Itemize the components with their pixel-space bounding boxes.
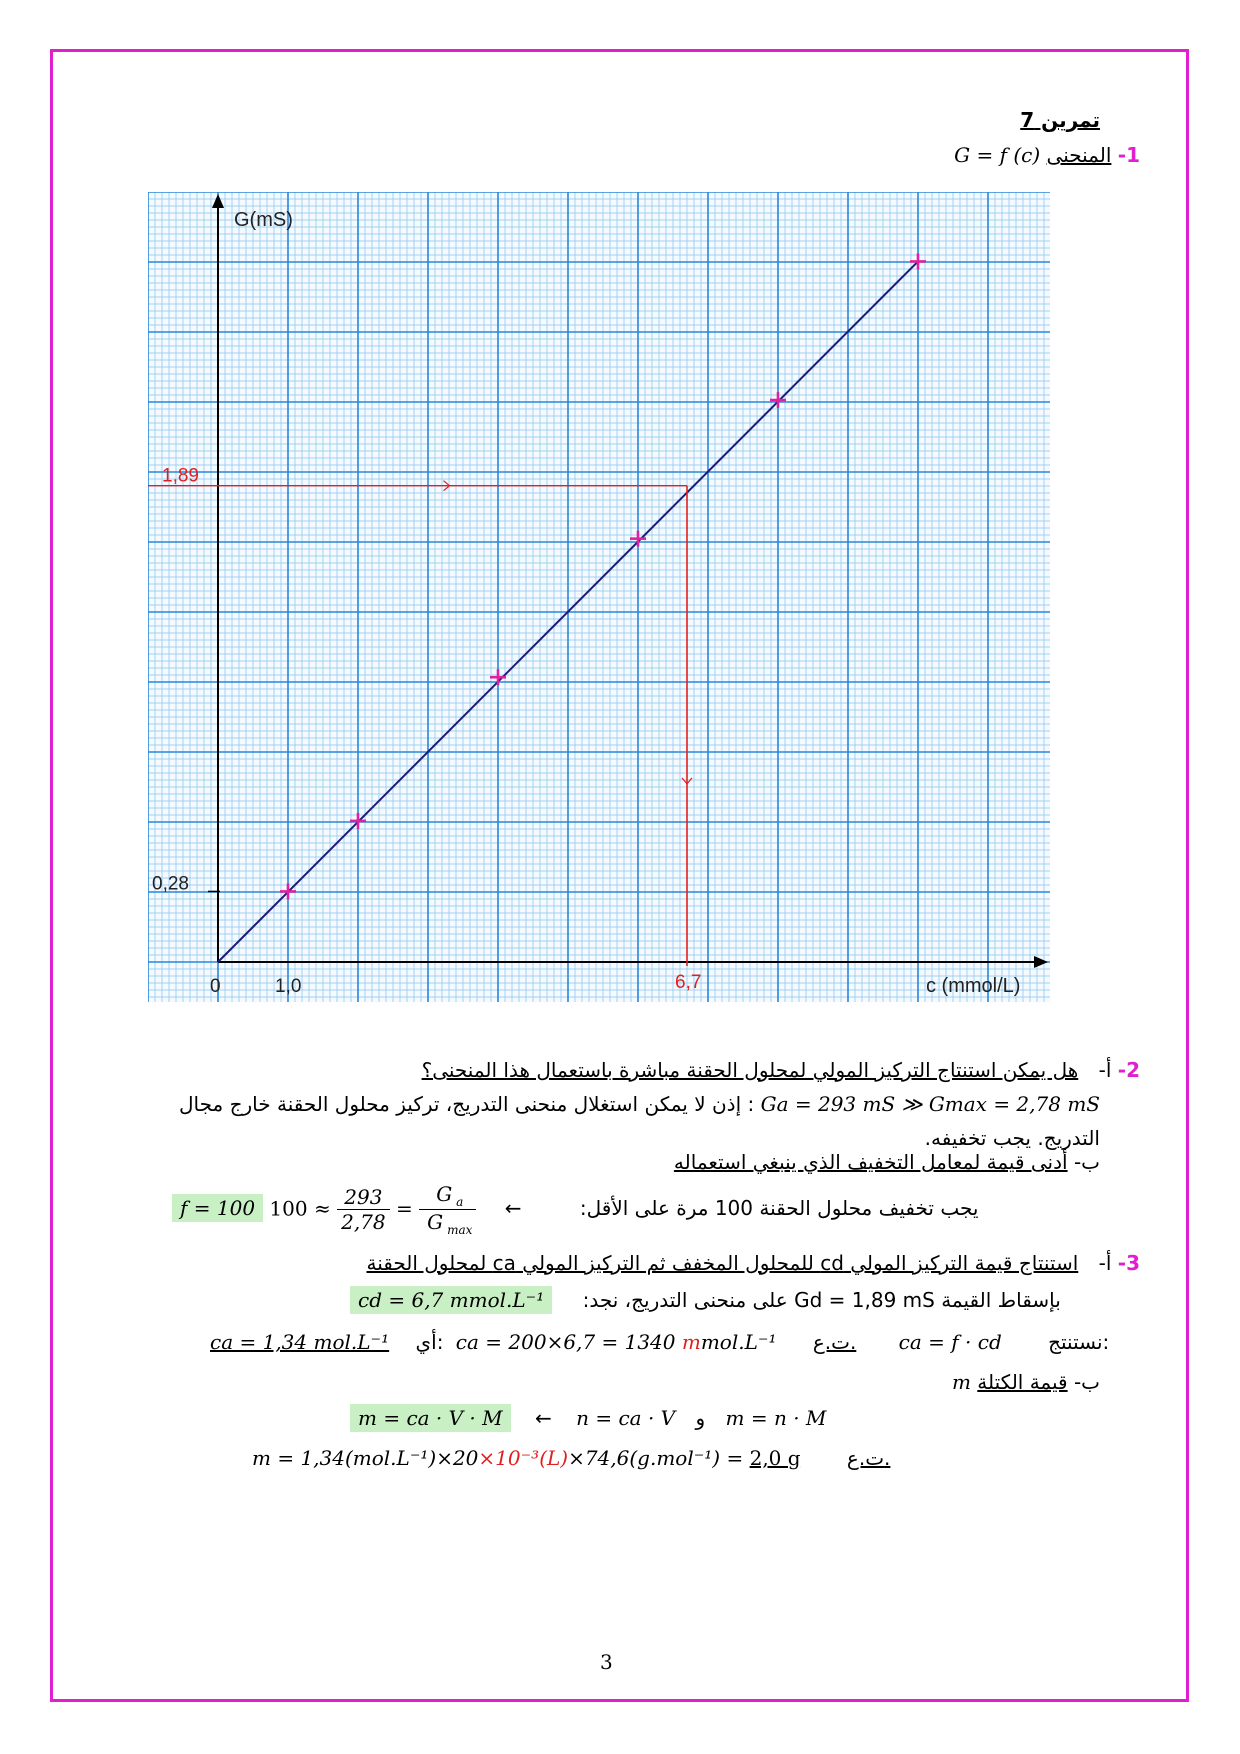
q3-a-heading [366, 1251, 1140, 1275]
q3-a-question: استنتاج قيمة التركيز المولي cd للمحلول المخفف ثم التركيز المولي ca لمحلول الحقنة [366, 1251, 1079, 1275]
q3-b-heading [952, 1370, 1100, 1394]
q3-b-formula-mid: n = ca · V [576, 1406, 676, 1430]
q2-a-formula: Ga = 293 mS ≫ Gmax = 2,78 mS [760, 1092, 1100, 1116]
projection-y-label: 1,89 [162, 465, 199, 487]
q3-a-conclude: نستنتج: [1048, 1330, 1110, 1354]
q3-a-te: ت.ع. [812, 1330, 857, 1354]
q2-b-calc: f = 100 يجب تخفيف محلول الحقنة 100 مرة على الأقل: ← $\frac{G _a}{G _{max}}$ = $\frac{293}{2,78}$ ≈ 100 [172, 1182, 978, 1238]
q1-heading [954, 143, 1140, 167]
projection-x-label: 6,7 [675, 972, 702, 993]
q1-formula: G = f (c) [954, 143, 1041, 167]
x-axis-label: c (mmol/L) [926, 975, 1021, 997]
q3-a-line1-text: بإسقاط القيمة Gd = 1,89 mS على منحنى التدريج، نجد: [582, 1288, 1061, 1312]
q2-a-answer-line2: التدريج. يجب تخفيفه. [924, 1126, 1100, 1150]
q3-b-question: قيمة الكتلة [977, 1370, 1068, 1394]
q3-b-label: ب- [1073, 1370, 1100, 1394]
q1-number: 1- [1117, 143, 1140, 167]
q2-b-question: أدنى قيمة لمعامل التخفيف الذي ينبغي استعماله [673, 1150, 1068, 1174]
y-marker-label: 0,28 [152, 873, 189, 895]
q3-a-line2 [210, 1330, 1109, 1354]
q3-b-var: m [951, 1370, 971, 1394]
q2-b-result: f = 100 [172, 1194, 263, 1222]
q3-b-te: ت.ع. [846, 1446, 891, 1470]
q3-a-ay: أي: [415, 1330, 444, 1354]
origin-label: 0 [210, 976, 221, 997]
q2-b-heading [674, 1150, 1100, 1174]
q3-a-ca-formula: ca = f · cd [898, 1330, 1002, 1354]
q2-a-label: أ- [1098, 1058, 1112, 1082]
q2-b-frac-g: $\frac{G _a}{G _{max}}$ [419, 1182, 476, 1238]
q3-number: 3- [1117, 1251, 1140, 1275]
q3-b-and: و [695, 1406, 706, 1430]
x-tick-label: 1,0 [275, 976, 302, 997]
q2-number: 2- [1117, 1058, 1140, 1082]
q2-b-frac-num: $\frac{293}{2,78}$ [337, 1185, 390, 1234]
q2-b-text: يجب تخفيف محلول الحقنة 100 مرة على الأقل: [579, 1196, 979, 1221]
q2-a-question: هل يمكن استنتاج التركيز المولي لمحلول الحقنة مباشرة باستعمال هذا المنحنى؟ [421, 1058, 1079, 1082]
q3-b-formula-left: m = n · M [725, 1406, 827, 1430]
q3-a-cd-result: cd = 6,7 mmol.L⁻¹ [350, 1286, 552, 1314]
q3-a-line1 [350, 1288, 1061, 1312]
q2-b-approx: ≈ 100 [269, 1196, 331, 1221]
page-number: 3 [600, 1650, 613, 1674]
q3-b-calc-expr: m = 1,34(mol.L⁻¹)×20×10⁻³(L)×74,6(g.mol⁻¹) = 2,0 g [252, 1446, 801, 1470]
q2-b-arrow: ← [504, 1196, 522, 1221]
q2-b-label: ب- [1073, 1150, 1100, 1174]
q2-a-answer-line1 [179, 1092, 1100, 1116]
q3-b-calc [252, 1446, 890, 1470]
q3-a-ca-result: ca = 1,34 mol.L⁻¹ [210, 1330, 390, 1354]
calibration-chart [148, 192, 1050, 1002]
q3-b-result: m = ca · V · M [350, 1404, 511, 1432]
q2-a-answer-1: : إذن لا يمكن استغلال منحنى التدريج، تركيز محلول الحقنة خارج مجال [179, 1092, 755, 1116]
q3-b-formulas [350, 1406, 826, 1430]
q3-a-label: أ- [1098, 1251, 1112, 1275]
q2-a-heading [422, 1058, 1140, 1082]
exercise-title: تمرين 7 [1020, 108, 1100, 132]
q3-a-calc: ca = 200×6,7 = 1340 mmol.L⁻¹ [455, 1330, 777, 1354]
chart-background [148, 192, 1050, 1002]
y-axis-label: G(mS) [234, 209, 293, 231]
q3-b-arrow: ← [535, 1406, 552, 1430]
q1-label: المنحنى [1046, 143, 1112, 167]
